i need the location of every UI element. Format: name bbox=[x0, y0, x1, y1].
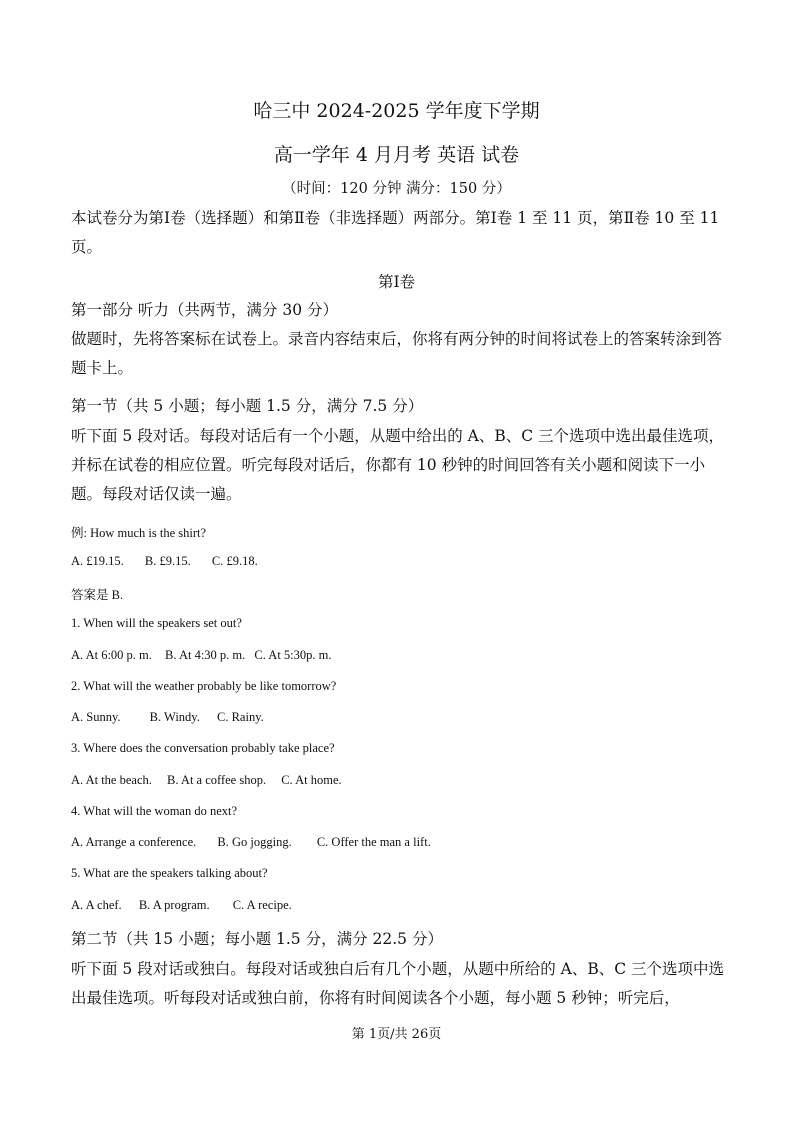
question-5-options bbox=[71, 898, 310, 913]
option: C. Offer the man a lift. bbox=[316, 835, 431, 849]
option: B. At 4:30 p. m. bbox=[165, 648, 246, 662]
question-3: 3. Where does the conversation probably take place? bbox=[71, 741, 335, 755]
example-answer: 答案是 B. bbox=[71, 588, 124, 602]
option: C. £9.18. bbox=[211, 554, 258, 568]
question-1: 1. When will the speakers set out? bbox=[71, 616, 242, 630]
section1-heading: 第一节（共 5 小题；每小题 1.5 分，满分 7.5 分） bbox=[71, 397, 424, 415]
part1-heading: 第一部分 听力（共两节，满分 30 分） bbox=[71, 301, 339, 319]
page-number: 第 1页/共 26页 bbox=[351, 1027, 442, 1042]
part1-instructions: 做题时，先将答案标在试卷上。录音内容结束后，你将有两分钟的时间将试卷上的答案转涂到答题卡上。 bbox=[71, 330, 723, 377]
option: C. A recipe. bbox=[232, 898, 292, 912]
exam-title: 哈三中 2024-2025 学年度下学期 bbox=[253, 100, 540, 122]
option: A. At 6:00 p. m. bbox=[71, 648, 152, 662]
option: C. Rainy. bbox=[217, 710, 264, 724]
option: B. £9.15. bbox=[144, 554, 191, 568]
question-5: 5. What are the speakers talking about? bbox=[71, 866, 268, 880]
section2-heading: 第二节（共 15 小题；每小题 1.5 分，满分 22.5 分） bbox=[71, 930, 443, 948]
option: B. A program. bbox=[138, 898, 210, 912]
option: B. Go jogging. bbox=[217, 835, 292, 849]
option: B. Windy. bbox=[149, 710, 200, 724]
option: C. At 5:30p. m. bbox=[254, 648, 332, 662]
option: A. £19.15. bbox=[71, 554, 124, 568]
option: B. At a coffee shop. bbox=[167, 773, 267, 787]
volume-title: 第Ⅰ卷 bbox=[377, 273, 416, 291]
option: C. At home. bbox=[281, 773, 342, 787]
intro-paragraph: 本试卷分为第Ⅰ卷（选择题）和第Ⅱ卷（非选择题）两部分。第Ⅰ卷 1 至 11 页，第Ⅱ卷 10 至 11 页。 bbox=[71, 209, 720, 256]
exam-subtitle: 高一学年 4 月月考 英语 试卷 bbox=[273, 144, 520, 166]
option: A. Arrange a conference. bbox=[71, 835, 197, 849]
option: A. Sunny. bbox=[71, 710, 121, 724]
question-4: 4. What will the woman do next? bbox=[71, 804, 238, 818]
option: A. At the beach. bbox=[71, 773, 152, 787]
question-4-options bbox=[71, 835, 449, 850]
question-1-options bbox=[71, 648, 349, 663]
section1-instructions: 听下面 5 段对话。每段对话后有一个小题，从题中给出的 A、B、C 三个选项中选出最佳选项，并标在试卷的相应位置。听完每段对话后，你都有 10 秒钟的时间回答有关小题和阅读下一小题。每段对话仅读一遍。 bbox=[71, 427, 725, 503]
question-2: 2. What will the weather probably be like tomorrow? bbox=[71, 679, 337, 693]
time-score: （时间：120 分钟 满分：150 分） bbox=[282, 181, 511, 197]
section2-instructions: 听下面 5 段对话或独白。每段对话或独白后有几个小题，从题中所给的 A、B、C 三个选项中选出最佳选项。听每段对话或独白前，你将有时间阅读各个小题，每小题 5 秒钟；听完后， bbox=[71, 960, 725, 1007]
example-question: 例: How much is the shirt? bbox=[71, 526, 207, 540]
question-2-options bbox=[71, 710, 282, 725]
option: A. A chef. bbox=[71, 898, 122, 912]
question-3-options bbox=[71, 773, 360, 788]
example-options bbox=[71, 554, 276, 569]
